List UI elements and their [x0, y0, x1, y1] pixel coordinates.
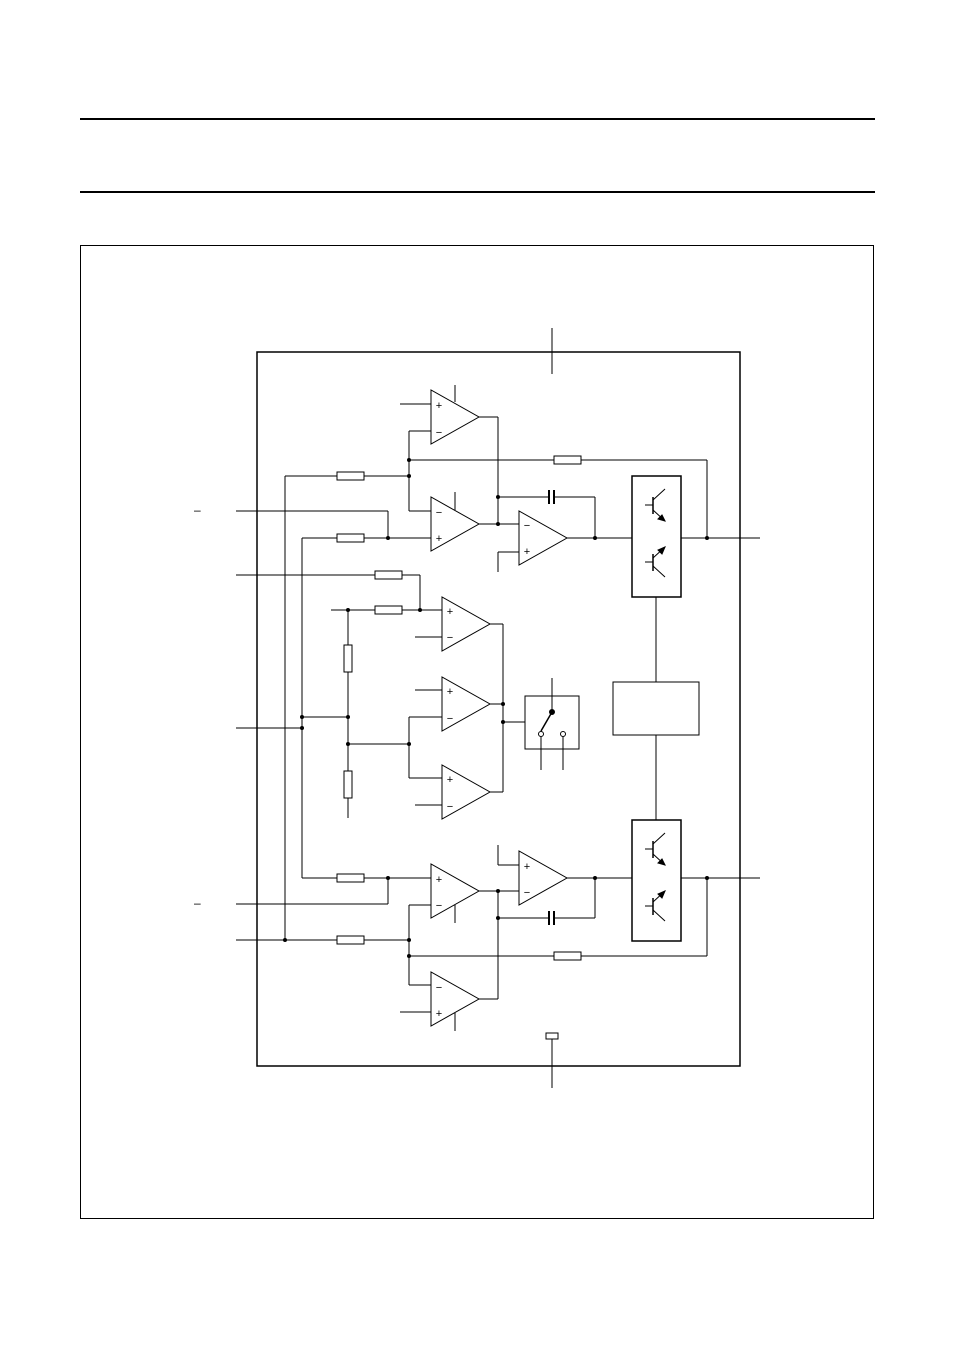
output-stage-upper	[632, 476, 681, 597]
svg-text:+: +	[435, 533, 443, 545]
capacitor-lower	[498, 911, 595, 925]
control-block	[613, 682, 699, 735]
svg-text:+: +	[523, 861, 531, 873]
mode-switch	[525, 678, 579, 770]
svg-text:−: −	[523, 520, 531, 532]
svg-text:−: −	[435, 982, 443, 994]
svg-text:+: +	[446, 606, 454, 618]
svg-text:+: +	[446, 686, 454, 698]
svg-text:−: −	[435, 507, 443, 519]
svg-text:−: −	[446, 632, 454, 644]
resistors	[337, 456, 581, 960]
svg-text:−: −	[435, 900, 443, 912]
svg-text:−: −	[446, 713, 454, 725]
ground-pin-resistor	[546, 1033, 558, 1039]
input-bar-marks	[194, 503, 201, 910]
svg-text:–: –	[194, 503, 201, 517]
svg-text:+: +	[446, 774, 454, 786]
svg-text:−: −	[523, 887, 531, 899]
opamp-input-signs	[436, 400, 530, 1020]
capacitor-upper	[498, 490, 595, 504]
svg-text:+: +	[435, 1008, 443, 1020]
svg-text:+: +	[435, 400, 443, 412]
svg-text:−: −	[435, 427, 443, 439]
output-stage-lower	[632, 820, 681, 941]
svg-text:+: +	[435, 874, 443, 886]
svg-text:–: –	[194, 896, 201, 910]
svg-text:−: −	[446, 801, 454, 813]
junction-dots	[283, 458, 709, 958]
opamp-7	[431, 864, 479, 923]
opamp-9	[431, 972, 479, 1031]
svg-text:+: +	[523, 546, 531, 558]
